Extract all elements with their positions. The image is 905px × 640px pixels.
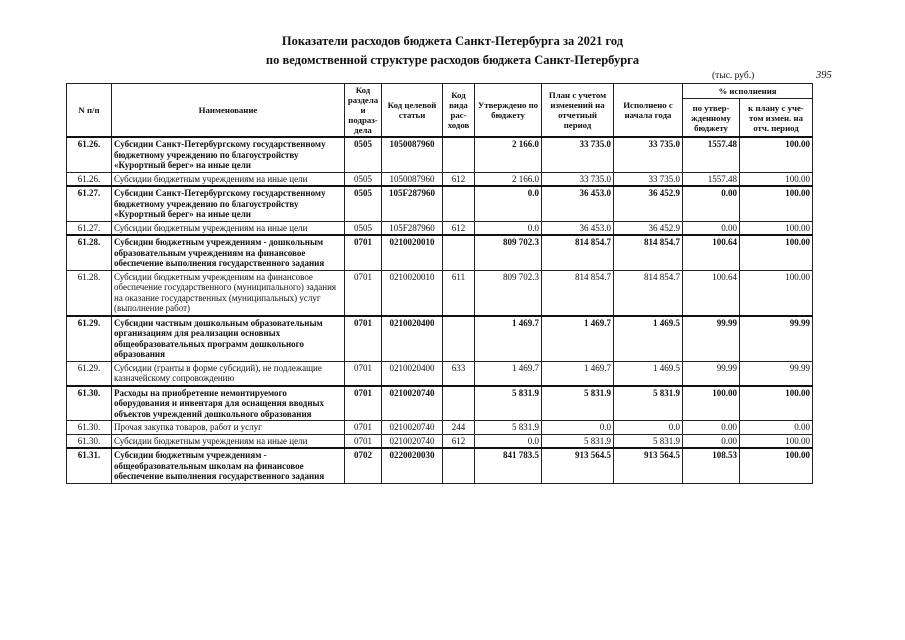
- row-target-code: 0210020010: [382, 235, 443, 270]
- header-num: N п/п: [67, 84, 112, 138]
- header-name: Наименование: [112, 84, 345, 138]
- row-num: 61.28.: [67, 235, 112, 270]
- row-num: 61.26.: [67, 137, 112, 172]
- row-name: Субсидии Санкт-Петербургскому государственному бюджетному учреждению по благоустройству «Курортный берег» на иные цели: [112, 137, 345, 172]
- row-name: Субсидии бюджетным учреждениям на иные цели: [112, 434, 345, 448]
- row-num: 61.29.: [67, 316, 112, 362]
- row-target-code: 0210020400: [382, 361, 443, 386]
- table-row: [67, 221, 813, 235]
- row-plan: 913 564.5: [542, 448, 614, 483]
- row-section-code: 0701: [345, 386, 382, 421]
- row-kind-code: 612: [443, 434, 475, 448]
- row-plan: 1 469.7: [542, 316, 614, 362]
- header-pct-approved: по утвер-жденному бюджету: [683, 99, 740, 137]
- row-pct-plan: 100.00: [740, 186, 813, 221]
- row-section-code: 0702: [345, 448, 382, 483]
- row-pct-plan: 99.99: [740, 361, 813, 386]
- row-approved: 2 166.0: [475, 137, 542, 172]
- table-row: [67, 421, 813, 435]
- expenditure-table: [66, 83, 813, 484]
- header-executed: Исполнено с начала года: [614, 84, 683, 138]
- row-target-code: 0210020740: [382, 386, 443, 421]
- table-row: [67, 186, 813, 221]
- row-name: Субсидии частным дошкольным образовательным организациям для реализации основных общеобразовательных программ дошкольного образования: [112, 316, 345, 362]
- table-row: [67, 137, 813, 172]
- table-row: [67, 361, 813, 386]
- row-pct-plan: 100.00: [740, 221, 813, 235]
- row-target-code: 0210020740: [382, 434, 443, 448]
- row-executed: 814 854.7: [614, 235, 683, 270]
- row-plan: 814 854.7: [542, 235, 614, 270]
- units-label: (тыс. руб.): [712, 71, 755, 81]
- row-pct-approved: 0.00: [683, 221, 740, 235]
- row-plan: 33 735.0: [542, 172, 614, 186]
- row-section-code: 0505: [345, 221, 382, 235]
- row-approved: 841 783.5: [475, 448, 542, 483]
- row-name: Субсидии бюджетным учреждениям - общеобразовательным школам на финансовое обеспечение выполнения государственного задания: [112, 448, 345, 483]
- header-plan: План с учетом изменений на отчетный период: [542, 84, 614, 138]
- row-pct-plan: 100.00: [740, 448, 813, 483]
- row-section-code: 0701: [345, 235, 382, 270]
- row-executed: 5 831.9: [614, 386, 683, 421]
- row-executed: 36 452.9: [614, 186, 683, 221]
- row-target-code: 0210020400: [382, 316, 443, 362]
- header-pct-group: % исполнения: [683, 84, 813, 99]
- row-plan: 0.0: [542, 421, 614, 435]
- row-executed: 1 469.5: [614, 316, 683, 362]
- row-plan: 33 735.0: [542, 137, 614, 172]
- row-section-code: 0701: [345, 434, 382, 448]
- row-kind-code: 611: [443, 270, 475, 316]
- row-section-code: 0505: [345, 172, 382, 186]
- header-kind: Код вида рас-ходов: [443, 84, 475, 138]
- table-row: [67, 270, 813, 316]
- row-executed: 0.0: [614, 421, 683, 435]
- row-pct-approved: 0.00: [683, 186, 740, 221]
- row-pct-approved: 100.64: [683, 235, 740, 270]
- row-num: 61.30.: [67, 386, 112, 421]
- row-name: Субсидии бюджетным учреждениям на иные цели: [112, 221, 345, 235]
- row-num: 61.28.: [67, 270, 112, 316]
- row-name: Субсидии (гранты в форме субсидий), не подлежащие казначейскому сопровождению: [112, 361, 345, 386]
- row-num: 61.31.: [67, 448, 112, 483]
- row-name: Субсидии Санкт-Петербургскому государственному бюджетному учреждению по благоустройству «Курортный берег» на иные цели: [112, 186, 345, 221]
- header-pct-plan: к плану с уче-том измен. на отч. период: [740, 99, 813, 137]
- row-plan: 1 469.7: [542, 361, 614, 386]
- row-section-code: 0701: [345, 316, 382, 362]
- row-target-code: 1050087960: [382, 172, 443, 186]
- header-approved: Утверждено по бюджету: [475, 84, 542, 138]
- row-approved: 809 702.3: [475, 235, 542, 270]
- row-approved: 0.0: [475, 434, 542, 448]
- row-kind-code: [443, 316, 475, 362]
- row-kind-code: 244: [443, 421, 475, 435]
- row-approved: 809 702.3: [475, 270, 542, 316]
- row-executed: 1 469.5: [614, 361, 683, 386]
- row-kind-code: [443, 235, 475, 270]
- table-row: [67, 316, 813, 362]
- table-row: [67, 448, 813, 483]
- row-plan: 5 831.9: [542, 386, 614, 421]
- row-section-code: 0701: [345, 361, 382, 386]
- row-approved: 5 831.9: [475, 386, 542, 421]
- table-row: [67, 172, 813, 186]
- table-row: [67, 235, 813, 270]
- header-section: Код раздела и подраз-дела: [345, 84, 382, 138]
- row-pct-approved: 99.99: [683, 361, 740, 386]
- row-num: 61.29.: [67, 361, 112, 386]
- row-pct-plan: 100.00: [740, 434, 813, 448]
- row-plan: 36 453.0: [542, 221, 614, 235]
- row-section-code: 0701: [345, 421, 382, 435]
- row-num: 61.30.: [67, 421, 112, 435]
- row-executed: 814 854.7: [614, 270, 683, 316]
- row-section-code: 0701: [345, 270, 382, 316]
- row-name: Субсидии бюджетным учреждениям на финансовое обеспечение государственного (муниципального) задания на оказание государственных (муниципальных) услуг (выполнение работ): [112, 270, 345, 316]
- row-target-code: 1050087960: [382, 137, 443, 172]
- table-row: [67, 386, 813, 421]
- row-executed: 33 735.0: [614, 172, 683, 186]
- row-pct-approved: 1557.48: [683, 172, 740, 186]
- row-num: 61.27.: [67, 221, 112, 235]
- row-plan: 36 453.0: [542, 186, 614, 221]
- row-pct-approved: 100.64: [683, 270, 740, 316]
- row-num: 61.26.: [67, 172, 112, 186]
- row-executed: 913 564.5: [614, 448, 683, 483]
- row-section-code: 0505: [345, 137, 382, 172]
- row-plan: 814 854.7: [542, 270, 614, 316]
- row-pct-approved: 108.53: [683, 448, 740, 483]
- row-target-code: 0220020030: [382, 448, 443, 483]
- row-plan: 5 831.9: [542, 434, 614, 448]
- row-pct-plan: 100.00: [740, 137, 813, 172]
- row-approved: 1 469.7: [475, 361, 542, 386]
- row-pct-plan: 0.00: [740, 421, 813, 435]
- row-approved: 2 166.0: [475, 172, 542, 186]
- table-row: [67, 434, 813, 448]
- row-pct-approved: 100.00: [683, 386, 740, 421]
- row-num: 61.30.: [67, 434, 112, 448]
- row-name: Прочая закупка товаров, работ и услуг: [112, 421, 345, 435]
- row-target-code: 0210020010: [382, 270, 443, 316]
- row-kind-code: [443, 448, 475, 483]
- row-name: Субсидии бюджетным учреждениям на иные цели: [112, 172, 345, 186]
- row-pct-plan: 99.99: [740, 316, 813, 362]
- row-num: 61.27.: [67, 186, 112, 221]
- row-target-code: 105F287960: [382, 186, 443, 221]
- row-executed: 33 735.0: [614, 137, 683, 172]
- row-pct-approved: 1557.48: [683, 137, 740, 172]
- document-title-line1: Показатели расходов бюджета Санкт-Петербурга за 2021 год: [281, 34, 624, 48]
- header-target: Код целевой статьи: [382, 84, 443, 138]
- row-executed: 36 452.9: [614, 221, 683, 235]
- page-number: 395: [816, 70, 832, 81]
- row-pct-plan: 100.00: [740, 172, 813, 186]
- document-title-line2: по ведомственной структуре расходов бюджета Санкт-Петербурга: [265, 53, 640, 67]
- row-pct-approved: 0.00: [683, 434, 740, 448]
- row-pct-plan: 100.00: [740, 235, 813, 270]
- row-name: Расходы на приобретение немонтируемого оборудования и инвентаря для оснащения вводных объектов учреждений дошкольного образования: [112, 386, 345, 421]
- row-pct-approved: 99.99: [683, 316, 740, 362]
- row-kind-code: [443, 386, 475, 421]
- row-kind-code: [443, 137, 475, 172]
- row-target-code: 105F287960: [382, 221, 443, 235]
- row-pct-approved: 0.00: [683, 421, 740, 435]
- row-approved: 5 831.9: [475, 421, 542, 435]
- row-approved: 0.0: [475, 186, 542, 221]
- row-approved: 1 469.7: [475, 316, 542, 362]
- row-kind-code: [443, 186, 475, 221]
- row-executed: 5 831.9: [614, 434, 683, 448]
- row-kind-code: 612: [443, 172, 475, 186]
- row-name: Субсидии бюджетным учреждениям - дошкольным образовательным учреждениям на финансовое обеспечение выполнения государственного задания: [112, 235, 345, 270]
- row-pct-plan: 100.00: [740, 270, 813, 316]
- row-target-code: 0210020740: [382, 421, 443, 435]
- table-body: [67, 137, 813, 483]
- row-pct-plan: 100.00: [740, 386, 813, 421]
- row-kind-code: 633: [443, 361, 475, 386]
- row-kind-code: 612: [443, 221, 475, 235]
- row-approved: 0.0: [475, 221, 542, 235]
- row-section-code: 0505: [345, 186, 382, 221]
- table-header: [67, 84, 813, 138]
